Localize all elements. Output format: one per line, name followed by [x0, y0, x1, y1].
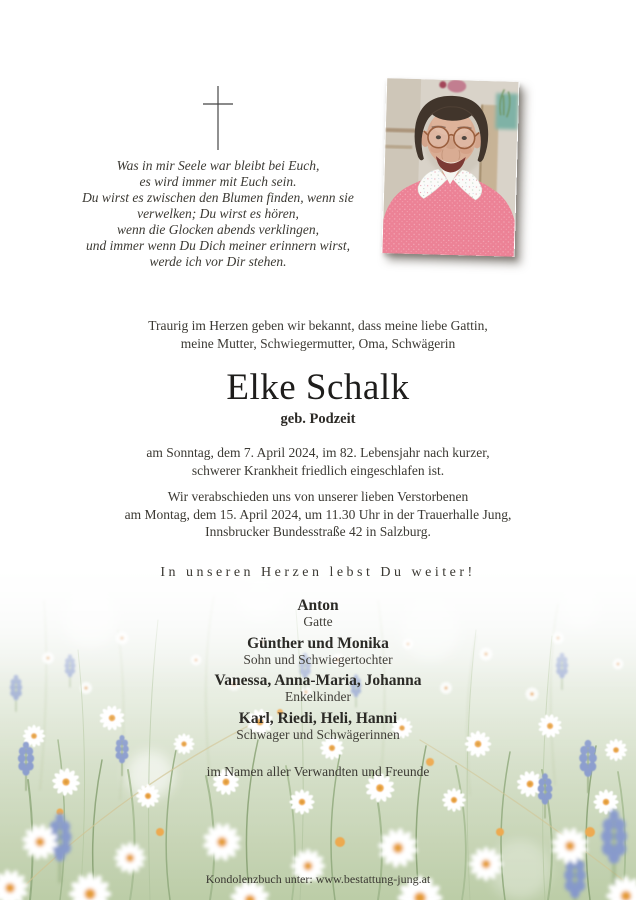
poem-line: werde ich vor Dir stehen.: [149, 254, 287, 269]
condolence-note: Kondolenzbuch unter: www.bestattung-jung.at: [205, 872, 431, 886]
mourner-relation: Schwager und Schwägerinnen: [236, 726, 400, 742]
mourner-relation: Sohn und Schwiegertochter: [243, 651, 393, 667]
funeral-line: Innsbrucker Bundesstraße 42 in Salzburg.: [205, 524, 431, 539]
memorial-motto: In unseren Herzen lebst Du weiter!: [160, 565, 476, 580]
poem-line: Du wirst es zwischen den Blumen finden, wenn sie: [82, 190, 354, 205]
mourner-entry: [0, 597, 636, 630]
passing-info: [0, 444, 636, 479]
passing-line: schwerer Krankheit friedlich eingeschlafen ist.: [191, 462, 445, 478]
mourner-entry: [0, 710, 636, 743]
poem-line: verwelken; Du wirst es hören,: [137, 206, 299, 221]
latin-cross-icon: [202, 85, 234, 151]
funeral-info: [0, 488, 636, 541]
deceased-name: Elke Schalk: [226, 367, 410, 408]
mourner-relation: Enkelkinder: [285, 689, 351, 704]
mourner-entry: [0, 672, 636, 705]
poem-line: wenn die Glocken abends verklingen,: [116, 222, 320, 237]
announcement-text: [0, 317, 636, 352]
poem-line: Was in mir Seele war bleibt bei Euch,: [116, 158, 320, 173]
poem-line: und immer wenn Du Dich meiner erinnern wirst,: [86, 238, 350, 253]
mourner-names: Vanessa, Anna-Maria, Johanna: [214, 672, 422, 689]
mourner-names: Günther und Monika: [247, 634, 389, 652]
closing-line: im Namen aller Verwandten und Freunde: [206, 764, 430, 779]
announcement-line: meine Mutter, Schwiegermutter, Oma, Schwägerin: [180, 335, 456, 351]
mourner-names: Karl, Riedi, Heli, Hanni: [238, 709, 398, 727]
maiden-name: geb. Podzeit: [280, 411, 356, 427]
poem-line: es wird immer mit Euch sein.: [139, 174, 297, 189]
mourners-list: [0, 597, 636, 747]
memorial-poem: [18, 158, 418, 270]
mourner-entry: [0, 635, 636, 668]
mourner-relation: Gatte: [303, 614, 333, 629]
funeral-line: Wir verabschieden uns von unserer lieben Verstorbenen: [167, 489, 469, 504]
mourner-names: Anton: [297, 597, 339, 614]
funeral-line: am Montag, dem 15. April 2024, um 11.30 Uhr in der Trauerhalle Jung,: [124, 506, 512, 522]
passing-line: am Sonntag, dem 7. April 2024, im 82. Lebensjahr nach kurzer,: [146, 445, 490, 460]
announcement-line: Traurig im Herzen geben wir bekannt, dass meine liebe Gattin,: [148, 318, 488, 333]
